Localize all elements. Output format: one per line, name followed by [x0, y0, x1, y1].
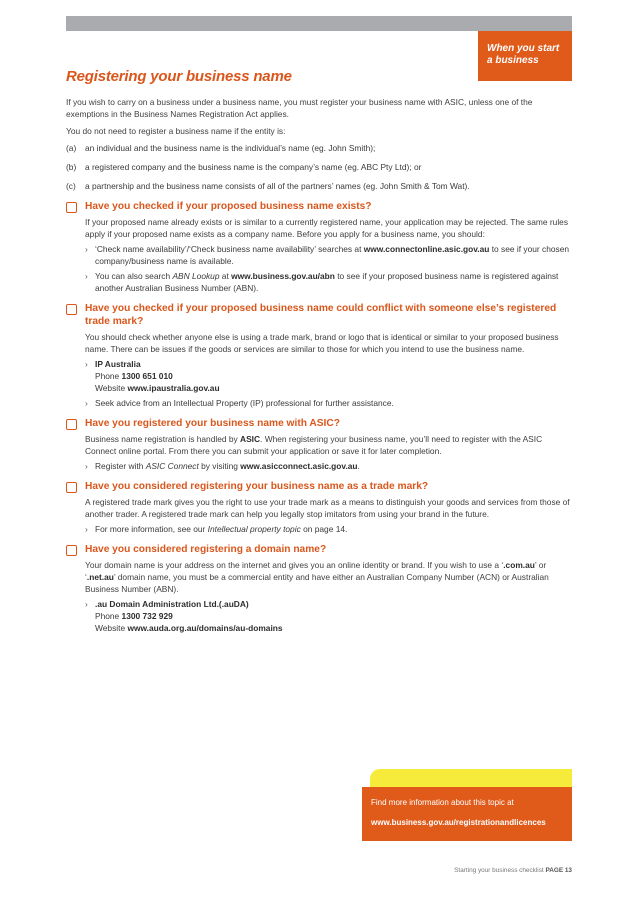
tab-line-2: a business: [487, 55, 539, 66]
link[interactable]: www.auda.org.au/domains/au-domains: [127, 623, 283, 633]
section-body: If your proposed name already exists or is similar to a currently registered name, your application may be rejected. The same rules apply if your proposed name exists as a company name. Before you apply for a business name, you should:: [85, 217, 569, 239]
bullet-item: › .au Domain Administration Ltd.(.auDA) Phone 1300 732 929 Website www.auda.org.au/domains/au-domains: [85, 599, 283, 633]
tab-line-1: When you start: [487, 43, 560, 54]
bullet-item: › Register with ASIC Connect by visiting www.asicconnect.asic.gov.au.: [85, 461, 360, 471]
chevron-right-icon: ›: [85, 599, 88, 609]
checklist-section-register-asic: [66, 417, 572, 472]
link[interactable]: www.connectonline.asic.gov.au: [363, 244, 490, 254]
section-heading: Have you checked if your proposed business name could conflict with someone else’s registered trade mark?: [85, 303, 557, 327]
chevron-right-icon: ›: [85, 461, 88, 471]
bullet-item: › ‘Check name availability’/‘Check business name availability’ searches at www.connectonline.asic.gov.au to see if your chosen company/business name is available.: [85, 244, 570, 266]
page-title: Registering your business name: [66, 68, 292, 85]
section-body: Your domain name is your address on the internet and gives you an online identity or brand. If you wish to use a ‘.com.au’ or ‘.net.au’ domain name, you must be a commercial entity and have either an Australian Company Number (ACN) or Australian Business Number (ABN).: [85, 560, 549, 594]
main-content: [66, 96, 572, 637]
list-item: (a) an individual and the business name is the individual’s name (eg. John Smith);: [66, 143, 376, 153]
list-item: (c) a partnership and the business name consists of all of the partners’ names (eg. John Smith & Tom Wat).: [66, 181, 470, 191]
section-heading: Have you checked if your proposed business name exists?: [85, 201, 372, 212]
page-footer: Starting your business checklist PAGE 13: [454, 867, 572, 874]
list-item: (b) a registered company and the business name is the company’s name (eg. ABC Pty Ltd); or: [66, 162, 422, 172]
callout-text: Find more information about this topic at: [371, 798, 514, 807]
page-number: PAGE 13: [545, 867, 572, 874]
section-heading: Have you considered registering a domain name?: [85, 544, 327, 555]
chevron-right-icon: ›: [85, 271, 88, 281]
checkbox-icon[interactable]: [66, 202, 77, 213]
checklist-section-trade-mark-register: [66, 480, 572, 535]
callout-link[interactable]: www.business.gov.au/registrationandlicences: [371, 818, 546, 827]
bullet-item: › IP Australia Phone 1300 651 010 Website www.ipaustralia.gov.au: [85, 359, 220, 393]
checkbox-icon[interactable]: [66, 419, 77, 430]
section-body: Business name registration is handled by ASIC. When registering your business name, you’ll need to register with the ASIC Connect online portal. From there you can submit your application or save it for later completion.: [85, 434, 543, 456]
chevron-right-icon: ›: [85, 359, 88, 369]
section-heading: Have you registered your business name with ASIC?: [85, 418, 340, 429]
phone-number: 1300 732 929: [121, 611, 173, 621]
bullet-item: › For more information, see our Intellectual property topic on page 14.: [85, 524, 348, 534]
callout-box: [362, 787, 572, 841]
checklist-section-domain-name: [66, 543, 572, 634]
callout-accent: [370, 769, 572, 787]
contact-org: IP Australia: [95, 359, 141, 369]
bullet-item: › You can also search ABN Lookup at www.business.gov.au/abn to see if your proposed business name is registered against another Australian Business Number (ABN).: [85, 271, 559, 293]
intro-paragraph: If you wish to carry on a business under a business name, you must register your business name with ASIC, unless one of the exemptions in the Business Names Registration Act applies.: [66, 97, 533, 119]
link[interactable]: www.business.gov.au/abn: [231, 271, 335, 281]
contact-org: .au Domain Administration Ltd.(.auDA): [95, 599, 249, 609]
checklist-section-trade-mark-conflict: [66, 302, 572, 409]
checklist-section-name-exists: [66, 200, 572, 294]
section-heading: Have you considered registering your business name as a trade mark?: [85, 481, 429, 492]
chevron-right-icon: ›: [85, 244, 88, 254]
checkbox-icon[interactable]: [66, 482, 77, 493]
bullet-item: › Seek advice from an Intellectual Property (IP) professional for further assistance.: [85, 398, 394, 408]
section-body: You should check whether anyone else is using a trade mark, brand or logo that is identical or similar to your proposed business name. There can be issues if the goods or services are similar to those for which you intend to use the business name.: [85, 332, 559, 354]
header-bar: [66, 16, 572, 31]
checkbox-icon[interactable]: [66, 304, 77, 315]
link[interactable]: www.asicconnect.asic.gov.au: [240, 461, 358, 471]
exemption-list: [66, 142, 572, 192]
chevron-right-icon: ›: [85, 524, 88, 534]
section-body: A registered trade mark gives you the right to use your trade mark as a means to distinguish your goods and services from those of another trader. A registered trade mark can help you legally stop imitators from using your brand in the future.: [85, 497, 570, 519]
link[interactable]: www.ipaustralia.gov.au: [127, 383, 220, 393]
phone-number: 1300 651 010: [121, 371, 173, 381]
checkbox-icon[interactable]: [66, 545, 77, 556]
link[interactable]: Intellectual property topic: [207, 524, 301, 534]
chevron-right-icon: ›: [85, 398, 88, 408]
intro-paragraph-2: You do not need to register a business name if the entity is:: [66, 126, 286, 136]
section-tab: [478, 31, 572, 81]
